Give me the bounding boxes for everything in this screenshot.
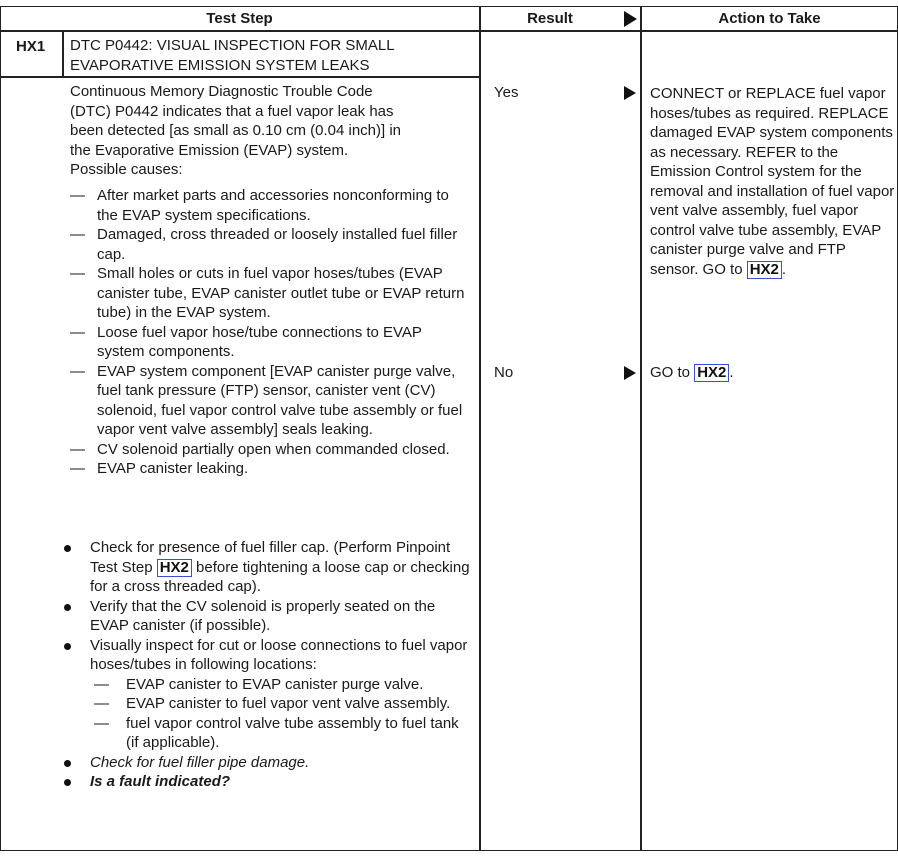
bullet-icon [64, 779, 71, 786]
dash-icon: — [70, 323, 85, 341]
intro-line: (DTC) P0442 indicates that a fuel vapor leak has [70, 102, 394, 120]
action-no-prefix: GO to [650, 364, 695, 381]
cause-text: Damaged, cross threaded or loosely installed fuel filler cap. [97, 226, 458, 263]
dash-icon: — [70, 265, 85, 282]
action-column-divider [640, 6, 642, 851]
action-no [650, 363, 898, 383]
intro-line: Continuous Memory Diagnostic Trouble Code [70, 83, 373, 100]
location-text: EVAP canister to fuel vapor vent valve assembly. [126, 695, 451, 712]
cause-item [70, 225, 470, 264]
dash-icon: — [70, 440, 85, 458]
location-text: EVAP canister to EVAP canister purge valve. [126, 675, 424, 693]
result-yes: Yes [494, 84, 519, 101]
location-item [90, 675, 472, 695]
result-column-divider [479, 6, 481, 851]
step-title-divider [0, 76, 480, 78]
cause-text: EVAP system component [EVAP canister purge valve, fuel tank pressure (FTP) sensor, canister vent (CV) solenoid, fuel vapor control valve tube assembly or fuel vapor vent valve assembly] seals leaking. [97, 362, 463, 438]
cause-text: EVAP canister leaking. [97, 460, 249, 477]
cause-text: Small holes or cuts in fuel vapor hoses/tubes (EVAP canister tube, EVAP canister outlet tube or EVAP return tube) in the EVAP system. [97, 265, 465, 321]
location-list [90, 675, 472, 753]
check-item [62, 538, 472, 597]
dash-icon: — [70, 362, 85, 380]
link-hx2[interactable]: HX2 [157, 559, 192, 577]
cause-text: Loose fuel vapor hose/tube connections to EVAP system components. [97, 323, 422, 360]
header-action: Action to Take [718, 10, 821, 27]
bullet-icon [64, 760, 71, 767]
bullet-icon [64, 604, 71, 611]
action-yes-text: CONNECT or REPLACE fuel vapor hoses/tubes as required. REPLACE damaged EVAP system components as necessary. REFER to the Emission Control system for the removal and installation of fuel vapor vent valve assembly, fuel vapor control valve tube assembly, EVAP canister purge valve and FTP sensor. GO to [650, 85, 895, 278]
step-title-line1: DTC P0442: VISUAL INSPECTION FOR SMALL [70, 37, 395, 54]
link-hx2[interactable]: HX2 [694, 364, 729, 382]
result-no: No [494, 364, 514, 381]
inspection-checks-list [62, 538, 472, 792]
dash-icon: — [70, 187, 85, 204]
check-item [62, 772, 472, 792]
header-divider [0, 30, 898, 32]
check-item [62, 597, 472, 636]
intro-line: Possible causes: [70, 161, 183, 178]
cause-item [70, 362, 470, 440]
header-arrow-icon [624, 11, 637, 27]
action-yes [650, 84, 898, 279]
check-text: Visually inspect for cut or loose connections to fuel vapor hoses/tubes in following locations: [90, 636, 468, 673]
step-id: HX1 [16, 38, 46, 55]
cause-text: CV solenoid partially open when commanded closed. [97, 440, 450, 458]
action-no-end: . [729, 364, 734, 381]
dash-icon: — [70, 226, 85, 243]
dash-icon: — [94, 675, 109, 693]
link-hx2[interactable]: HX2 [747, 261, 782, 279]
step-id-column-divider [62, 30, 64, 77]
location-item [90, 714, 472, 753]
step-title-line2: EVAPORATIVE EMISSION SYSTEM LEAKS [70, 57, 370, 74]
dash-icon: — [94, 695, 109, 712]
action-yes-end: . [781, 260, 787, 278]
check-text: Verify that the CV solenoid is properly seated on the EVAP canister (if possible). [90, 597, 436, 634]
location-text: fuel vapor control valve tube assembly to fuel tank (if applicable). [126, 714, 459, 751]
cause-item [70, 440, 470, 460]
cause-item [70, 186, 470, 225]
check-item [62, 753, 472, 773]
dash-icon: — [70, 460, 85, 477]
possible-causes-list [70, 186, 470, 479]
bullet-icon [64, 545, 71, 552]
intro-line: the Evaporative Emission (EVAP) system. [70, 141, 349, 159]
fault-question: Is a fault indicated? [90, 773, 231, 790]
intro-line: been detected [as small as 0.10 cm (0.04 inch)] in [70, 122, 402, 139]
check-text: Check for fuel filler pipe damage. [90, 753, 310, 771]
dash-icon: — [94, 714, 109, 732]
header-test-step: Test Step [206, 10, 273, 27]
bullet-icon [64, 643, 71, 650]
check-text: Check for presence of fuel filler cap. (Perform Pinpoint Test Step [90, 539, 451, 576]
cause-item [70, 264, 470, 323]
cause-text: After market parts and accessories nonconforming to the EVAP system specifications. [97, 187, 449, 224]
arrow-no-icon [624, 366, 636, 380]
location-item [90, 694, 472, 714]
arrow-yes-icon [624, 86, 636, 100]
check-text: before tightening a loose cap or checking for a cross threaded cap). [90, 558, 470, 595]
header-result: Result [527, 10, 573, 27]
cause-item [70, 459, 470, 479]
cause-item [70, 323, 470, 362]
check-item [62, 636, 472, 753]
step-title [70, 36, 470, 76]
intro-paragraph [70, 82, 470, 180]
